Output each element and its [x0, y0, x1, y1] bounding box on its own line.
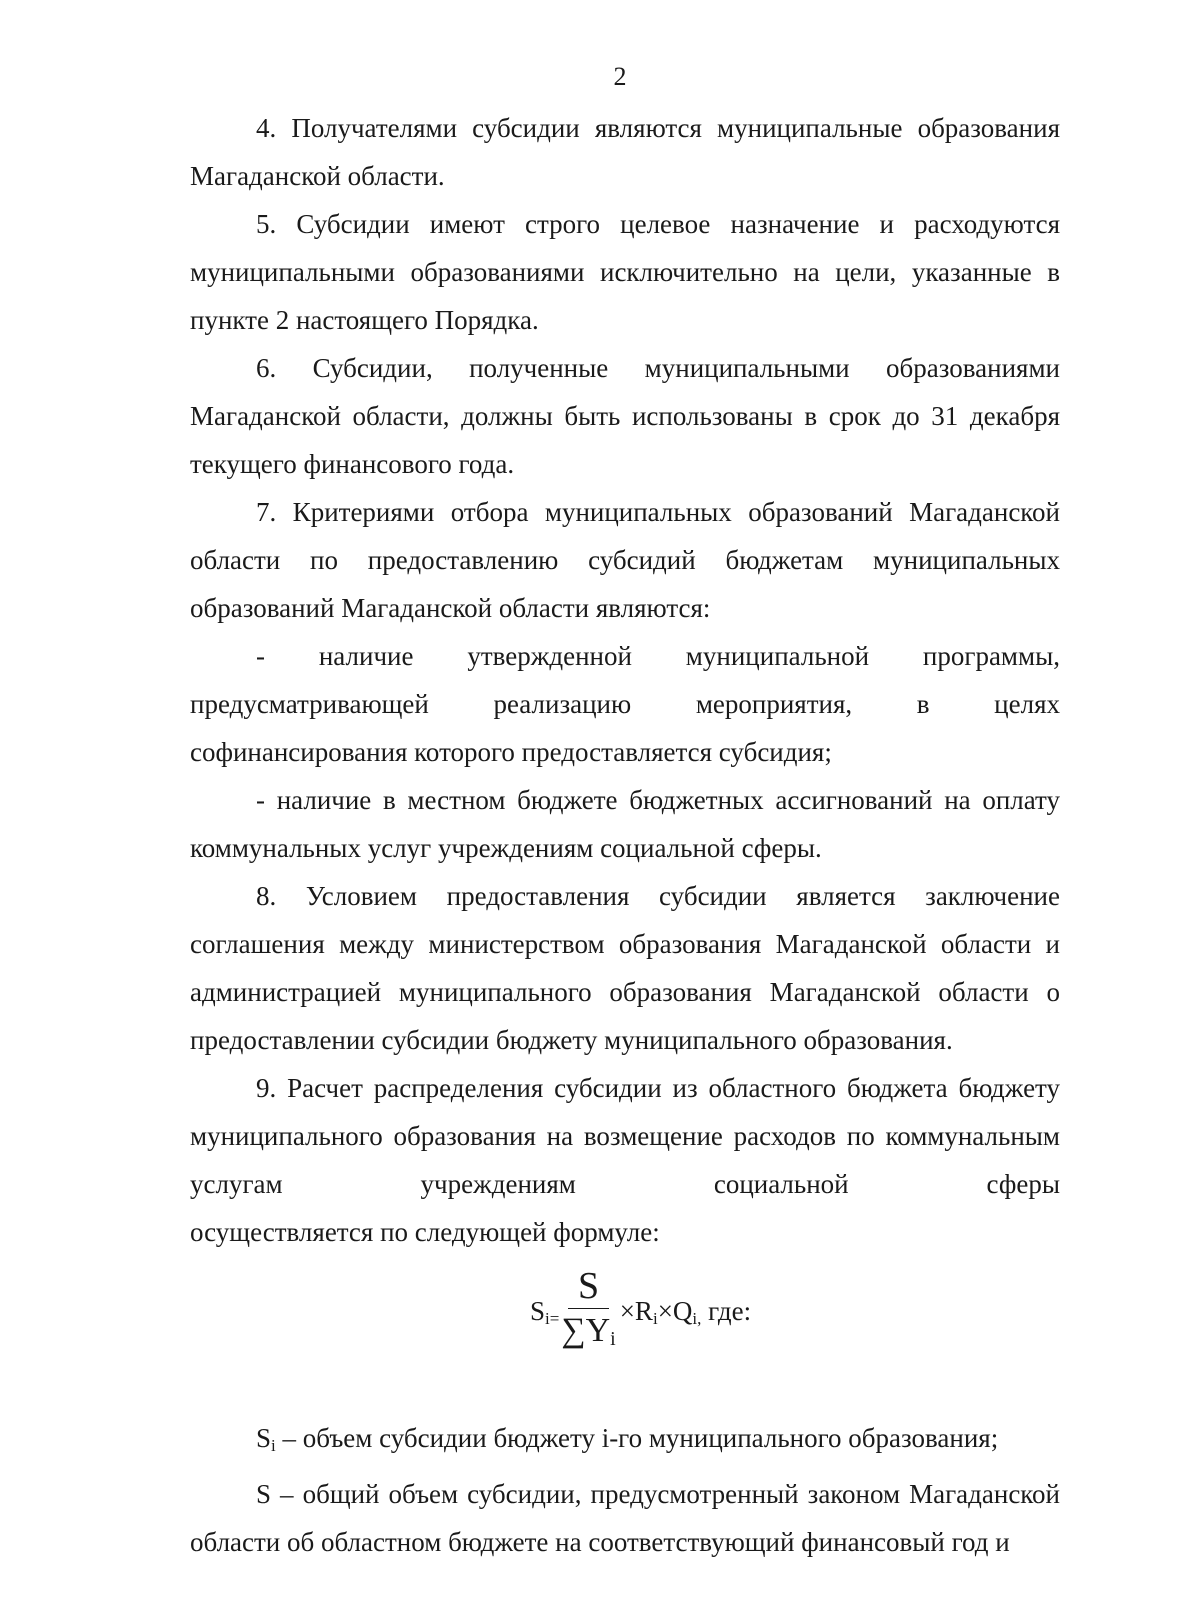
page-number: 2 [613, 62, 627, 91]
paragraph-7: 7. Критериями отбора муниципальных образований Магаданской области по предоставлению субсидий бюджетам муниципальных образований Магаданской области являются: [190, 497, 1060, 623]
criteria-item-1-part-2: софинансирования которого предоставляется субсидия; [190, 737, 832, 767]
formula-rhs: $\times R_i\times Q_{i,}$ где: [619, 1296, 752, 1328]
formula-denominator: $\sum Y_i$ [561, 1312, 616, 1350]
formula-fraction [561, 1264, 615, 1361]
paragraph-5: 5. Субсидии имеют строго целевое назначение и расходуются муниципальными образованиями исключительно на цели, указанные в пункте 2 настоящего Порядка. [190, 209, 1060, 335]
paragraph-9-part-1: 9. Расчет распределения субсидии из областного бюджета бюджету муниципального образования на возмещение расходов по коммунальным услугам учреждениям социальной сферы [190, 1073, 1060, 1199]
paragraph-6: 6. Субсидии, полученные муниципальными образованиями Магаданской области, должны быть использованы в срок до 31 декабря текущего финансового года. [190, 353, 1060, 479]
formula-block [190, 1256, 1060, 1414]
formula-lhs: $S_{i=}$ [530, 1296, 560, 1328]
definition-si: $S_i$ – объем субсидии бюджету i-го муниципального образования; [256, 1423, 999, 1455]
formula [530, 1264, 751, 1361]
paragraph-8: 8. Условием предоставления субсидии является заключение соглашения между министерством образования Магаданской области и администрацией муниципального образования Магаданской области о предоставлении субсидии бюджету муниципального образования. [190, 881, 1060, 1055]
document-body [190, 104, 1060, 1566]
definition-s: S – общий объем субсидии, предусмотренный законом Магаданской области об областном бюджете на соответствующий финансовый год и [190, 1479, 1060, 1557]
formula-numerator: S [568, 1264, 609, 1309]
paragraph-4: 4. Получателями субсидии являются муниципальные образования Магаданской области. [190, 113, 1060, 191]
criteria-item-1-part-1: - наличие утвержденной муниципальной программы, предусматривающей реализацию мероприятия, в целях [190, 641, 1060, 719]
paragraph-9-part-2: осуществляется по следующей формуле: [190, 1217, 660, 1247]
criteria-item-2: - наличие в местном бюджете бюджетных ассигнований на оплату коммунальных услуг учреждениям социальной сферы. [190, 785, 1060, 863]
